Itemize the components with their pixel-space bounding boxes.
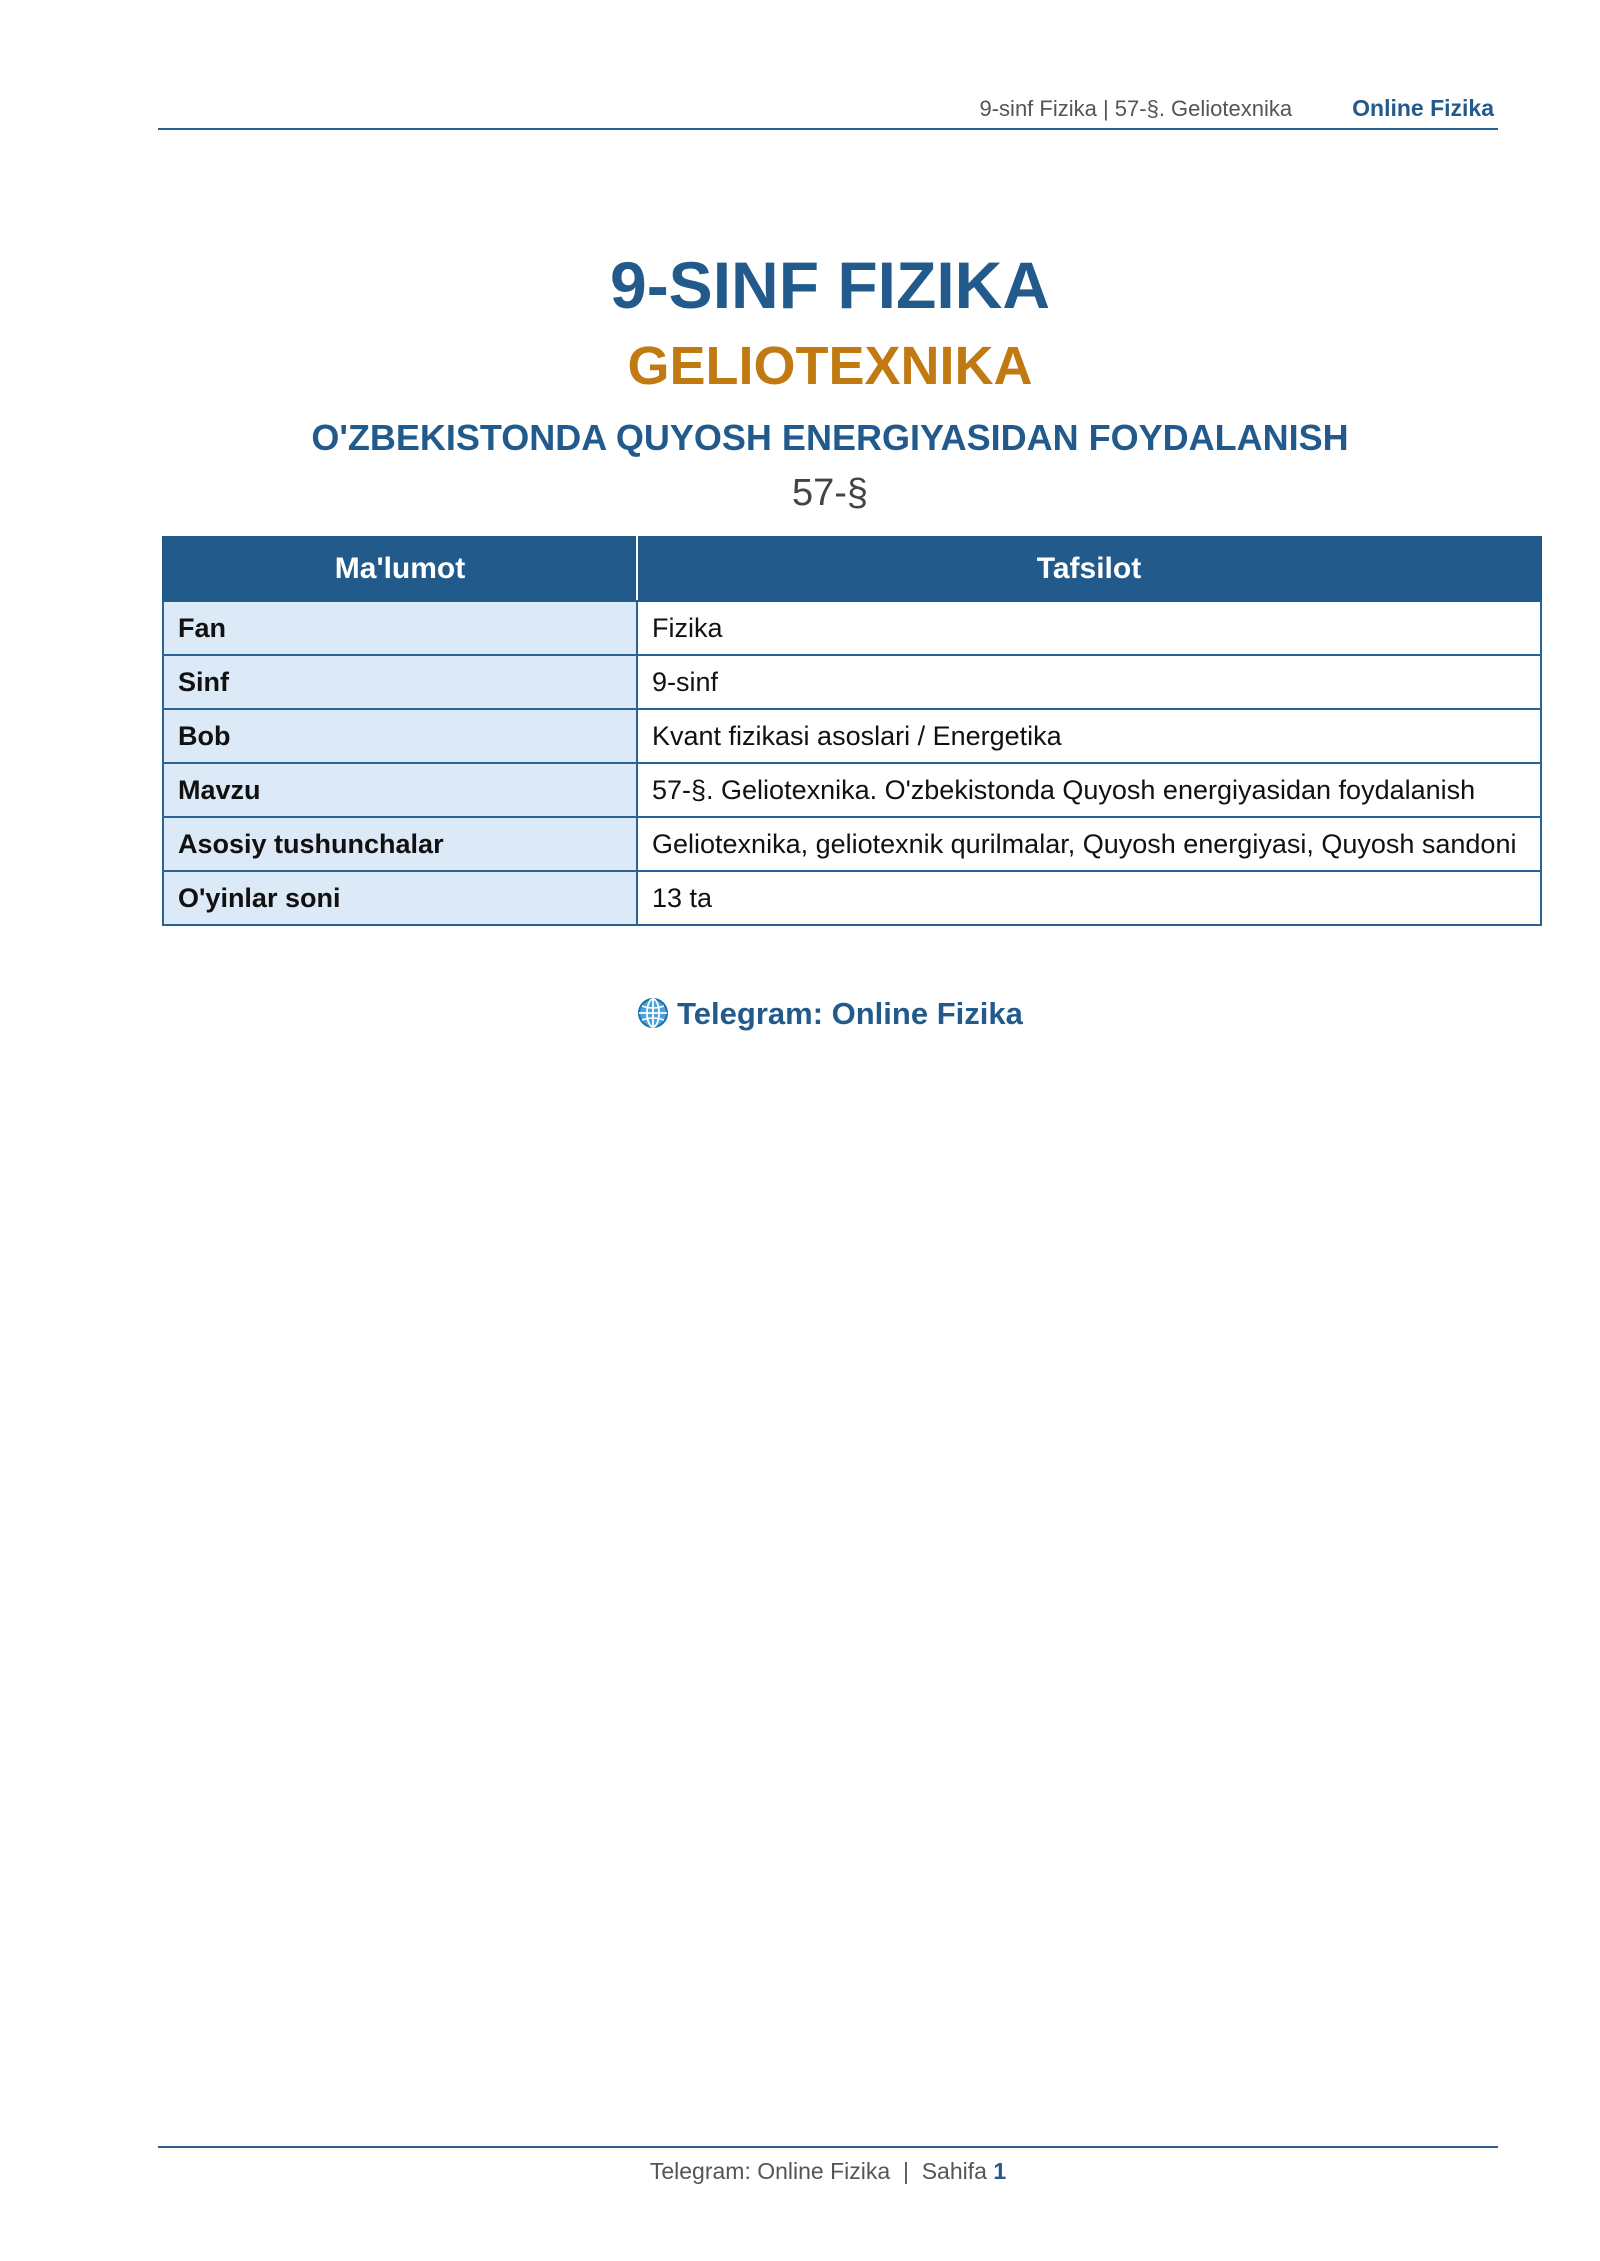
page-footer <box>158 2146 1498 2185</box>
row-value: Kvant fizikasi asoslari / Energetika <box>637 709 1541 763</box>
row-key: Mavzu <box>163 763 637 817</box>
row-key: Bob <box>163 709 637 763</box>
table-row <box>163 763 1541 817</box>
table-row <box>163 601 1541 655</box>
row-value: Fizika <box>637 601 1541 655</box>
row-value: 13 ta <box>637 871 1541 925</box>
row-key: O'yinlar soni <box>163 871 637 925</box>
table-header-row <box>163 537 1541 601</box>
footer-separator: | <box>902 2158 909 2184</box>
row-value: 9-sinf <box>637 655 1541 709</box>
header-brand: Online Fizika <box>1352 95 1494 121</box>
topic-title: GELIOTEXNIKA <box>627 336 1033 396</box>
table-row <box>163 655 1541 709</box>
table-row <box>163 709 1541 763</box>
header-document-reference: 9-sinf Fizika | 57-§. Geliotexnika <box>979 96 1293 121</box>
table-row <box>163 871 1541 925</box>
title-block <box>0 240 1600 518</box>
info-table <box>162 536 1542 926</box>
paragraph-number: 57-§ <box>791 472 869 514</box>
document-title: 9-SINF FIZIKA <box>610 248 1050 322</box>
column-header-details: Tafsilot <box>637 537 1541 601</box>
globe-icon <box>637 997 669 1029</box>
footer-text: Telegram: Online Fizika <box>649 2158 891 2184</box>
column-header-info: Ma'lumot <box>163 537 637 601</box>
row-key: Sinf <box>163 655 637 709</box>
footer-page-label: Sahifa <box>921 2158 987 2184</box>
page-header <box>158 90 1498 130</box>
row-key: Fan <box>163 601 637 655</box>
row-value: Geliotexnika, geliotexnik qurilmalar, Quyosh energiyasi, Quyosh sandoni <box>637 817 1541 871</box>
row-value: 57-§. Geliotexnika. O'zbekistonda Quyosh energiyasidan foydalanish <box>637 763 1541 817</box>
row-key: Asosiy tushunchalar <box>163 817 637 871</box>
telegram-label: Telegram: Online Fizika <box>677 996 1023 1031</box>
table-row <box>163 817 1541 871</box>
telegram-link[interactable] <box>0 996 1600 1032</box>
topic-subtitle: O'ZBEKISTONDA QUYOSH ENERGIYASIDAN FOYDALANISH <box>311 417 1349 458</box>
footer-page-number: 1 <box>993 2158 1007 2184</box>
